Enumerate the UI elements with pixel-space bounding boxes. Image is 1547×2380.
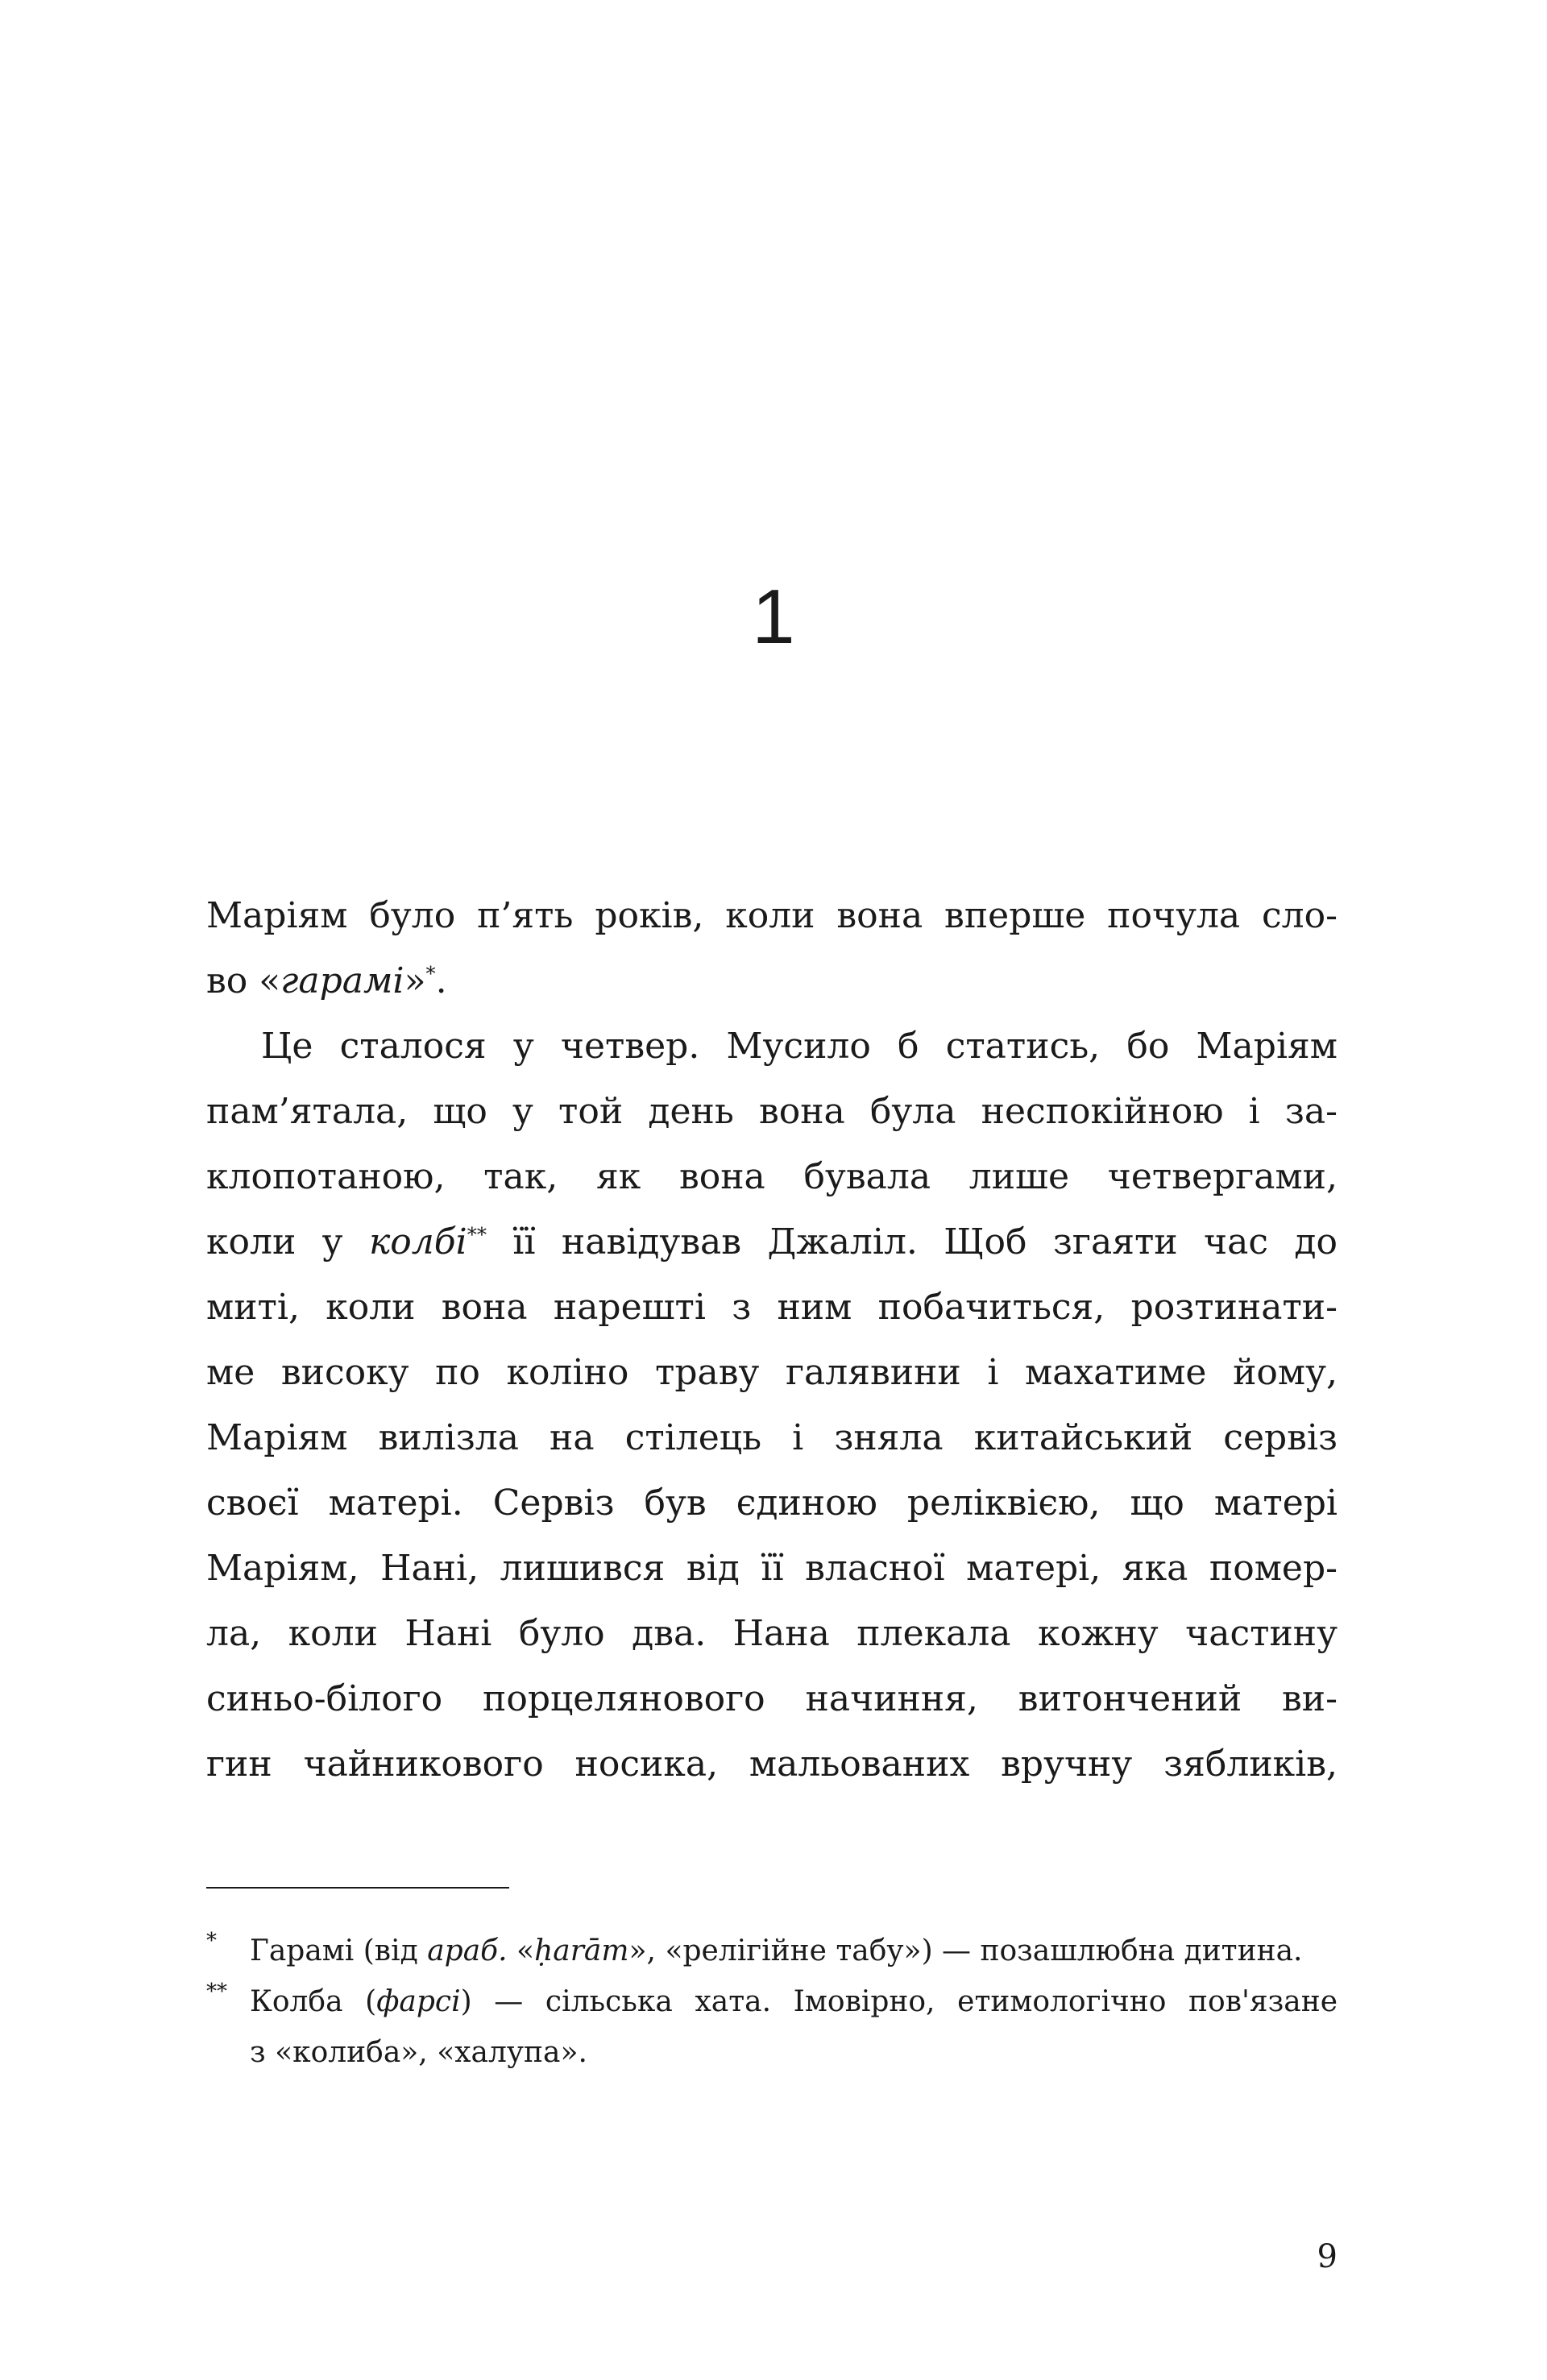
footnote-text: Колба (фарсі) — сільська хата. Імовірно, етимологічно пов'язане <box>250 1985 1338 2018</box>
text-line: своєї матері. Сервіз був єдиною реліквією, що матері <box>206 1482 1338 1524</box>
text-line: Маріям, Нані, лишився від її власної матері, яка помер- <box>206 1548 1338 1589</box>
text-line: во «гарамі»*. <box>206 960 447 1001</box>
footnote-text: Гарамі (від араб. «ḥarām», «релігійне табу») — позашлюбна дитина. <box>250 1934 1303 1967</box>
text-line: ме високу по коліно траву галявини і махатиме йому, <box>206 1352 1338 1393</box>
text-line: ла, коли Нані було два. Нана плекала кожну частину <box>206 1613 1338 1654</box>
text-line: Це сталося у четвер. Мусило б статись, бо Маріям <box>261 1026 1338 1067</box>
footnote-divider <box>206 1887 509 1889</box>
text-line: синьо-білого порцелянового начиння, витончений ви- <box>206 1678 1338 1719</box>
chapter-number: 1 <box>752 574 795 660</box>
text-line: гин чайникового носика, мальованих вручну зябликів, <box>206 1744 1338 1785</box>
text-line: миті, коли вона нарешті з ним побачиться, розтинати- <box>206 1287 1338 1328</box>
text-line: пам’ятала, що у той день вона була неспокійною і за- <box>206 1091 1338 1132</box>
body-text <box>206 883 1338 1797</box>
text-line: коли у колбі** її навідував Джаліл. Щоб згаяти час до <box>206 1221 1338 1263</box>
footnote-marker: ** <box>206 1980 227 2004</box>
footnote-1 <box>206 1926 1338 1976</box>
text-line: клопотаною, так, як вона бувала лише четвергами, <box>206 1156 1338 1197</box>
footnote-marker: * <box>206 1929 217 1953</box>
footnote-ref: * <box>425 962 436 985</box>
footnotes <box>206 1926 1338 2078</box>
page-number: 9 <box>1317 2238 1338 2275</box>
footnote-text: з «колиба», «халупа». <box>250 2036 587 2069</box>
text-line: Маріям було п’ять років, коли вона вперше почула сло- <box>206 895 1338 936</box>
footnote-2 <box>206 1976 1338 2078</box>
footnote-ref: ** <box>467 1223 487 1246</box>
text-line: Маріям вилізла на стілець і зняла китайський сервіз <box>206 1417 1338 1458</box>
